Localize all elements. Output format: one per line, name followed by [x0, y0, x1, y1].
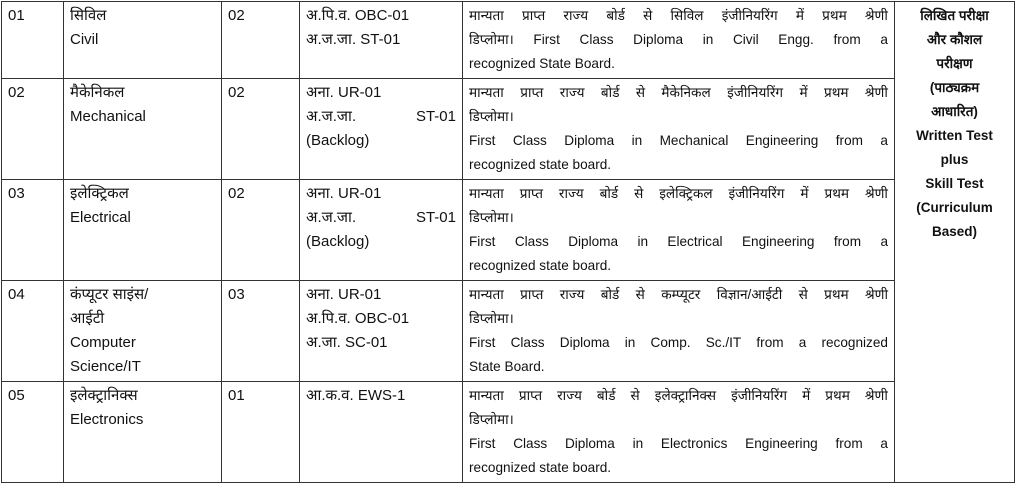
selection-mode-line: Skill Test [925, 176, 984, 191]
selection-mode-line: (Curriculum [916, 200, 993, 215]
qualification-line: मान्यता प्राप्त राज्य बोर्ड से इलेक्ट्रानिक्स इंजीनियरिंग में प्रथम श्रेणी [469, 388, 888, 403]
category-line [306, 182, 456, 206]
category-breakdown [300, 180, 463, 281]
qualification-line: मान्यता प्राप्त राज्य बोर्ड से इलेक्ट्रिकल इंजीनियरिंग में प्रथम श्रेणी [469, 186, 888, 201]
vacancy-count: 02 [222, 180, 300, 281]
post-name [64, 281, 222, 382]
post-name-hindi: मैकेनिकल [70, 84, 125, 101]
category-code: ST-01 [360, 31, 401, 48]
selection-mode-line: लिखित परीक्षा [920, 8, 989, 23]
category-label: अ.ज.जा. [306, 108, 357, 125]
category-breakdown [300, 281, 463, 382]
selection-mode [895, 2, 1015, 483]
category-line [306, 206, 456, 230]
category-label: अ.पि.व. [306, 7, 351, 24]
qualification-line: डिप्लोमा। [469, 109, 514, 124]
category-code: UR-01 [338, 185, 382, 202]
post-name-english: Mechanical [70, 108, 146, 125]
serial-number: 05 [2, 382, 64, 483]
category-code: SC-01 [344, 334, 388, 351]
selection-mode-line: आधारित) [931, 104, 978, 119]
qualification-line: मान्यता प्राप्त राज्य बोर्ड से सिविल इंजीनियरिंग में प्रथम श्रेणी [469, 8, 888, 23]
category-label: अ.पि.व. [306, 310, 351, 327]
qualification-line: डिप्लोमा। First Class Diploma in Civil Engg. from a [469, 32, 888, 47]
post-name-hindi: कंप्यूटर साइंस/आईटी [70, 286, 149, 327]
category-code: UR-01 [338, 286, 382, 303]
serial-number: 01 [2, 2, 64, 79]
category-code: OBC-01 [354, 7, 410, 24]
category-line [306, 230, 456, 254]
qualification-line: recognized state board. [469, 157, 612, 172]
vacancy-count: 02 [222, 79, 300, 180]
qualification-line: मान्यता प्राप्त राज्य बोर्ड से कम्प्यूटर विज्ञान/आईटी से प्रथम श्रेणी [469, 287, 888, 302]
category-breakdown [300, 2, 463, 79]
selection-mode-line: (पाठ्यक्रम [929, 80, 980, 95]
category-line [306, 331, 456, 355]
qualification [463, 281, 895, 382]
category-breakdown [300, 382, 463, 483]
qualification-line: First Class Diploma in Comp. Sc./IT from a recognized [469, 335, 888, 350]
category-line [306, 28, 456, 52]
qualification-line: मान्यता प्राप्त राज्य बोर्ड से मैकेनिकल इंजीनियरिंग में प्रथम श्रेणी [469, 85, 888, 100]
category-label: अ.ज.जा. [306, 209, 357, 226]
qualification-line: डिप्लोमा। [469, 412, 514, 427]
selection-mode-line: परीक्षण [936, 56, 973, 71]
category-breakdown [300, 79, 463, 180]
vacancy-count: 02 [222, 2, 300, 79]
post-name [64, 79, 222, 180]
category-line [306, 283, 456, 307]
post-name-english: Electronics [70, 411, 144, 428]
vacancy-count: 01 [222, 382, 300, 483]
qualification-line: First Class Diploma in Electrical Engineering from a [469, 234, 888, 249]
category-line [306, 4, 456, 28]
category-code: EWS-1 [357, 387, 406, 404]
selection-mode-line: plus [940, 152, 969, 167]
category-label: अना. [306, 286, 334, 303]
qualification-line: recognized state board. [469, 258, 612, 273]
category-label: अ.ज.जा. [306, 31, 357, 48]
post-name [64, 382, 222, 483]
category-code: OBC-01 [354, 310, 410, 327]
category-label: अना. [306, 185, 334, 202]
post-name [64, 180, 222, 281]
post-name-english: Civil [70, 31, 99, 48]
selection-mode-line: Based) [931, 224, 977, 239]
qualification-line: डिप्लोमा। [469, 311, 514, 326]
qualification [463, 2, 895, 79]
post-name-english: Science/IT [70, 358, 141, 375]
category-line [306, 81, 456, 105]
category-line [306, 105, 456, 129]
category-label: (Backlog) [306, 132, 370, 149]
qualification [463, 79, 895, 180]
recruitment-table [1, 1, 1015, 483]
table-body [2, 2, 1015, 483]
post-name [64, 2, 222, 79]
vacancy-count: 03 [222, 281, 300, 382]
qualification [463, 180, 895, 281]
qualification-line: डिप्लोमा। [469, 210, 514, 225]
post-name-english: Computer [70, 334, 136, 351]
table-row [2, 2, 1015, 79]
category-line [306, 129, 456, 153]
category-label: अ.जा. [306, 334, 341, 351]
qualification-line: recognized state board. [469, 460, 612, 475]
table-row [2, 281, 1015, 382]
qualification-line: First Class Diploma in Mechanical Engineering from a [469, 133, 888, 148]
category-label: अना. [306, 84, 334, 101]
category-label: (Backlog) [306, 233, 370, 250]
selection-mode-line: Written Test [916, 128, 993, 143]
post-name-hindi: इलेक्ट्रानिक्स [70, 387, 138, 404]
table-row [2, 79, 1015, 180]
selection-mode-line: और कौशल [926, 32, 983, 47]
table-row [2, 180, 1015, 281]
serial-number: 04 [2, 281, 64, 382]
category-code: ST-01 [415, 209, 456, 226]
category-label: आ.क.व. [306, 387, 354, 404]
post-name-english: Electrical [70, 209, 131, 226]
category-line [306, 384, 456, 408]
table-row [2, 382, 1015, 483]
serial-number: 03 [2, 180, 64, 281]
post-name-hindi: सिविल [70, 7, 107, 24]
category-line [306, 307, 456, 331]
qualification [463, 382, 895, 483]
qualification-line: recognized State Board. [469, 56, 615, 71]
qualification-line: First Class Diploma in Electronics Engineering from a [469, 436, 888, 451]
category-code: UR-01 [338, 84, 382, 101]
serial-number: 02 [2, 79, 64, 180]
qualification-line: State Board. [469, 359, 545, 374]
category-code: ST-01 [415, 108, 456, 125]
post-name-hindi: इलेक्ट्रिकल [70, 185, 129, 202]
